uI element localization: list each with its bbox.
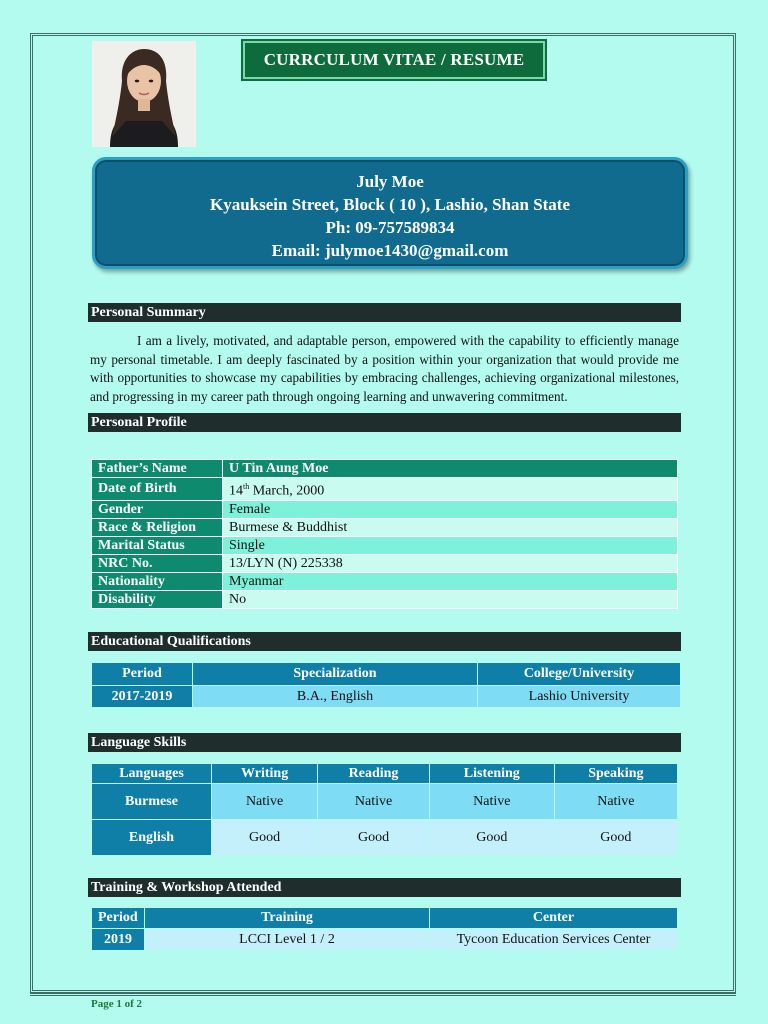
dob-day: 14 xyxy=(229,483,243,499)
edu-university: Lashio University xyxy=(478,686,681,708)
col-header: Speaking xyxy=(554,764,677,784)
col-header: Center xyxy=(430,908,678,929)
col-header: College/University xyxy=(478,663,681,686)
profile-key: Father’s Name xyxy=(92,460,223,478)
dob-suffix: th xyxy=(243,482,250,491)
section-language-skills: Language Skills xyxy=(88,733,681,752)
table-row xyxy=(92,460,678,478)
dob-rest: March, 2000 xyxy=(249,483,325,499)
skill-writing: Good xyxy=(212,820,318,856)
page-total: 2 xyxy=(136,998,143,1010)
contact-header xyxy=(92,157,688,269)
page-current: 1 xyxy=(116,998,122,1010)
profile-key: NRC No. xyxy=(92,554,223,572)
skill-listening: Native xyxy=(429,784,554,820)
page-label: Page xyxy=(91,998,117,1010)
profile-photo xyxy=(92,41,196,147)
profile-value xyxy=(223,478,678,501)
training-table xyxy=(91,907,678,951)
language-name: Burmese xyxy=(92,784,212,820)
edu-period: 2017-2019 xyxy=(92,686,193,708)
cv-title: CURRCULUM VITAE / RESUME xyxy=(243,41,545,79)
applicant-email: Email: julymoe1430@gmail.com xyxy=(271,241,509,260)
skill-writing: Native xyxy=(212,784,318,820)
applicant-phone: Ph: 09-757589834 xyxy=(325,218,455,237)
table-row xyxy=(92,820,678,856)
col-header: Listening xyxy=(429,764,554,784)
profile-key: Race & Religion xyxy=(92,518,223,536)
profile-value: 13/LYN (N) 225338 xyxy=(223,554,678,572)
profile-key: Gender xyxy=(92,500,223,518)
profile-value: No xyxy=(223,590,678,608)
table-row xyxy=(92,536,678,554)
edu-specialization: B.A., English xyxy=(193,686,478,708)
applicant-name: July Moe xyxy=(356,172,424,191)
portrait-image xyxy=(92,41,196,147)
profile-key: Date of Birth xyxy=(92,478,223,501)
personal-profile-table xyxy=(91,459,678,609)
skill-reading: Good xyxy=(318,820,430,856)
section-training: Training & Workshop Attended xyxy=(88,878,681,897)
section-personal-profile: Personal Profile xyxy=(88,413,681,432)
applicant-address: Kyauksein Street, Block ( 10 ), Lashio, Shan State xyxy=(209,195,571,214)
table-row xyxy=(92,784,678,820)
training-center: Tycoon Education Services Center xyxy=(430,929,678,951)
profile-key: Nationality xyxy=(92,572,223,590)
col-header: Training xyxy=(145,908,430,929)
section-education: Educational Qualifications xyxy=(88,632,681,651)
skill-listening: Good xyxy=(429,820,554,856)
page-number xyxy=(91,998,142,1010)
col-header: Period xyxy=(92,908,145,929)
table-row xyxy=(92,518,678,536)
language-skills-table xyxy=(91,763,678,856)
training-period: 2019 xyxy=(92,929,145,951)
training-name: LCCI Level 1 / 2 xyxy=(145,929,430,951)
profile-value: Burmese & Buddhist xyxy=(223,518,678,536)
table-header-row xyxy=(92,764,678,784)
table-row xyxy=(92,590,678,608)
table-row xyxy=(92,500,678,518)
profile-key: Marital Status xyxy=(92,536,223,554)
skill-speaking: Good xyxy=(554,820,677,856)
table-row xyxy=(92,478,678,501)
table-row xyxy=(92,554,678,572)
skill-reading: Native xyxy=(318,784,430,820)
col-header: Writing xyxy=(212,764,318,784)
profile-value: Female xyxy=(223,500,678,518)
language-name: English xyxy=(92,820,212,856)
table-row xyxy=(92,686,681,708)
skill-speaking: Native xyxy=(554,784,677,820)
table-header-row xyxy=(92,908,678,929)
table-header-row xyxy=(92,663,681,686)
profile-value: Single xyxy=(223,536,678,554)
table-row xyxy=(92,929,678,951)
table-row xyxy=(92,572,678,590)
col-header: Period xyxy=(92,663,193,686)
profile-value: U Tin Aung Moe xyxy=(223,460,678,478)
summary-text: I am a lively, motivated, and adaptable person, empowered with the capability to efficiently manage my personal timetable. I am deeply fascinated by a position within your organization that would provide me with opportunities to showcase my capabilities by embracing challenges, achieving organizational milestones, and progressing in my career path through ongoing learning and unwavering commitment. xyxy=(90,333,679,404)
profile-value: Myanmar xyxy=(223,572,678,590)
footer-divider xyxy=(30,993,736,996)
col-header: Languages xyxy=(92,764,212,784)
section-personal-summary: Personal Summary xyxy=(88,303,681,322)
col-header: Reading xyxy=(318,764,430,784)
page-of: of xyxy=(121,998,137,1010)
profile-key: Disability xyxy=(92,590,223,608)
education-table xyxy=(91,662,681,708)
col-header: Specialization xyxy=(193,663,478,686)
